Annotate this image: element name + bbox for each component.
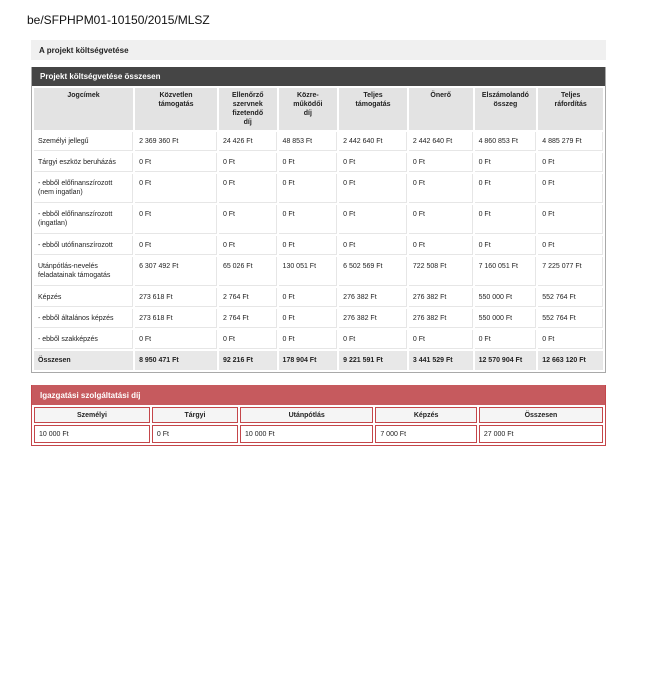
budget-row (34, 153, 603, 172)
section-title: A projekt költségvetése (31, 40, 606, 60)
row-value: 0 Ft (409, 330, 473, 349)
fee-value: 10 000 Ft (240, 425, 373, 443)
row-value: 0 Ft (279, 330, 338, 349)
row-value: 0 Ft (219, 174, 277, 203)
row-value: 0 Ft (219, 330, 277, 349)
fee-col-header: Utánpótlás (240, 407, 373, 423)
row-value: 130 051 Ft (279, 257, 338, 286)
row-label: Tárgyi eszköz beruházás (34, 153, 133, 172)
row-value: 722 508 Ft (409, 257, 473, 286)
row-value: 8 950 471 Ft (135, 351, 217, 370)
row-value: 0 Ft (279, 236, 338, 255)
row-label: Utánpótlás-nevelés feladatainak támogatás (34, 257, 133, 286)
row-value: 0 Ft (279, 309, 338, 328)
row-value: 6 502 569 Ft (339, 257, 407, 286)
fee-col-header: Személyi (34, 407, 150, 423)
budget-row (34, 257, 603, 286)
row-value: 0 Ft (409, 236, 473, 255)
row-value: 0 Ft (538, 236, 603, 255)
row-value: 276 382 Ft (339, 288, 407, 307)
fee-col-header: Tárgyi (152, 407, 238, 423)
row-value: 12 663 120 Ft (538, 351, 603, 370)
fee-col-header: Összesen (479, 407, 603, 423)
row-value: 9 221 591 Ft (339, 351, 407, 370)
fee-value-row (34, 425, 603, 443)
fee-value: 27 000 Ft (479, 425, 603, 443)
row-value: 0 Ft (279, 174, 338, 203)
budget-row (34, 132, 603, 151)
fee-table (32, 405, 605, 445)
row-value: 0 Ft (279, 153, 338, 172)
row-value: 0 Ft (219, 153, 277, 172)
row-value: 0 Ft (135, 174, 217, 203)
row-value: 0 Ft (219, 205, 277, 234)
row-value: 0 Ft (339, 236, 407, 255)
fee-value: 0 Ft (152, 425, 238, 443)
document-id: be/SFPHPM01-10150/2015/MLSZ (27, 13, 210, 27)
row-label: - ebből utófinanszírozott (34, 236, 133, 255)
row-value: 0 Ft (409, 174, 473, 203)
row-value: 552 764 Ft (538, 288, 603, 307)
budget-row (34, 288, 603, 307)
row-label: Összesen (34, 351, 133, 370)
row-value: 0 Ft (339, 174, 407, 203)
fee-header-row (34, 407, 603, 423)
row-value: 276 382 Ft (409, 288, 473, 307)
row-value: 6 307 492 Ft (135, 257, 217, 286)
budget-row (34, 236, 603, 255)
row-value: 273 618 Ft (135, 309, 217, 328)
row-value: 3 441 529 Ft (409, 351, 473, 370)
col-header: Jogcímek (34, 88, 133, 130)
col-header: Önerő (409, 88, 473, 130)
row-value: 2 369 360 Ft (135, 132, 217, 151)
row-label: - ebből általános képzés (34, 309, 133, 328)
row-value: 0 Ft (135, 153, 217, 172)
row-value: 24 426 Ft (219, 132, 277, 151)
row-value: 2 764 Ft (219, 309, 277, 328)
row-value: 7 160 051 Ft (475, 257, 537, 286)
row-value: 0 Ft (279, 288, 338, 307)
budget-panel-title: Projekt költségvetése összesen (32, 67, 605, 86)
col-header: Teljes ráfordítás (538, 88, 603, 130)
row-value: 0 Ft (135, 205, 217, 234)
row-value: 2 764 Ft (219, 288, 277, 307)
col-header: Teljes támogatás (339, 88, 407, 130)
row-label: - ebből előfinanszírozott (nem ingatlan) (34, 174, 133, 203)
row-value: 92 216 Ft (219, 351, 277, 370)
row-value: 0 Ft (409, 205, 473, 234)
row-value: 0 Ft (475, 153, 537, 172)
budget-row (34, 330, 603, 349)
row-value: 0 Ft (219, 236, 277, 255)
budget-row (34, 309, 603, 328)
row-value: 0 Ft (279, 205, 338, 234)
row-value: 12 570 904 Ft (475, 351, 537, 370)
row-value: 0 Ft (475, 174, 537, 203)
row-label: - ebből előfinanszírozott (ingatlan) (34, 205, 133, 234)
fee-col-header: Képzés (375, 407, 477, 423)
row-value: 0 Ft (339, 330, 407, 349)
row-value: 4 860 853 Ft (475, 132, 537, 151)
row-value: 273 618 Ft (135, 288, 217, 307)
row-value: 2 442 640 Ft (409, 132, 473, 151)
budget-table (32, 86, 605, 372)
col-header: Ellenőrző szervnek fizetendő díj (219, 88, 277, 130)
fee-panel-title: Igazgatási szolgáltatási díj (32, 385, 605, 405)
budget-header-row (34, 88, 603, 130)
row-value: 7 225 077 Ft (538, 257, 603, 286)
row-value: 0 Ft (339, 153, 407, 172)
budget-panel (31, 67, 606, 373)
row-value: 0 Ft (135, 330, 217, 349)
row-value: 276 382 Ft (339, 309, 407, 328)
row-value: 0 Ft (475, 330, 537, 349)
row-value: 550 000 Ft (475, 309, 537, 328)
fee-panel (31, 385, 606, 446)
budget-total-row (34, 351, 603, 370)
row-value: 276 382 Ft (409, 309, 473, 328)
fee-value: 7 000 Ft (375, 425, 477, 443)
row-value: 0 Ft (538, 174, 603, 203)
col-header: Közvetlen támogatás (135, 88, 217, 130)
budget-row (34, 174, 603, 203)
row-value: 0 Ft (475, 205, 537, 234)
row-value: 65 026 Ft (219, 257, 277, 286)
row-value: 178 904 Ft (279, 351, 338, 370)
row-value: 0 Ft (339, 205, 407, 234)
col-header: Közre- működői díj (279, 88, 338, 130)
row-value: 0 Ft (409, 153, 473, 172)
row-value: 0 Ft (135, 236, 217, 255)
row-value: 0 Ft (538, 153, 603, 172)
row-value: 4 885 279 Ft (538, 132, 603, 151)
row-value: 2 442 640 Ft (339, 132, 407, 151)
fee-value: 10 000 Ft (34, 425, 150, 443)
budget-row (34, 205, 603, 234)
row-label: Képzés (34, 288, 133, 307)
row-value: 48 853 Ft (279, 132, 338, 151)
col-header: Elszámolandó összeg (475, 88, 537, 130)
row-value: 550 000 Ft (475, 288, 537, 307)
row-value: 0 Ft (475, 236, 537, 255)
row-label: - ebből szakképzés (34, 330, 133, 349)
row-value: 0 Ft (538, 330, 603, 349)
row-value: 552 764 Ft (538, 309, 603, 328)
row-label: Személyi jellegű (34, 132, 133, 151)
row-value: 0 Ft (538, 205, 603, 234)
